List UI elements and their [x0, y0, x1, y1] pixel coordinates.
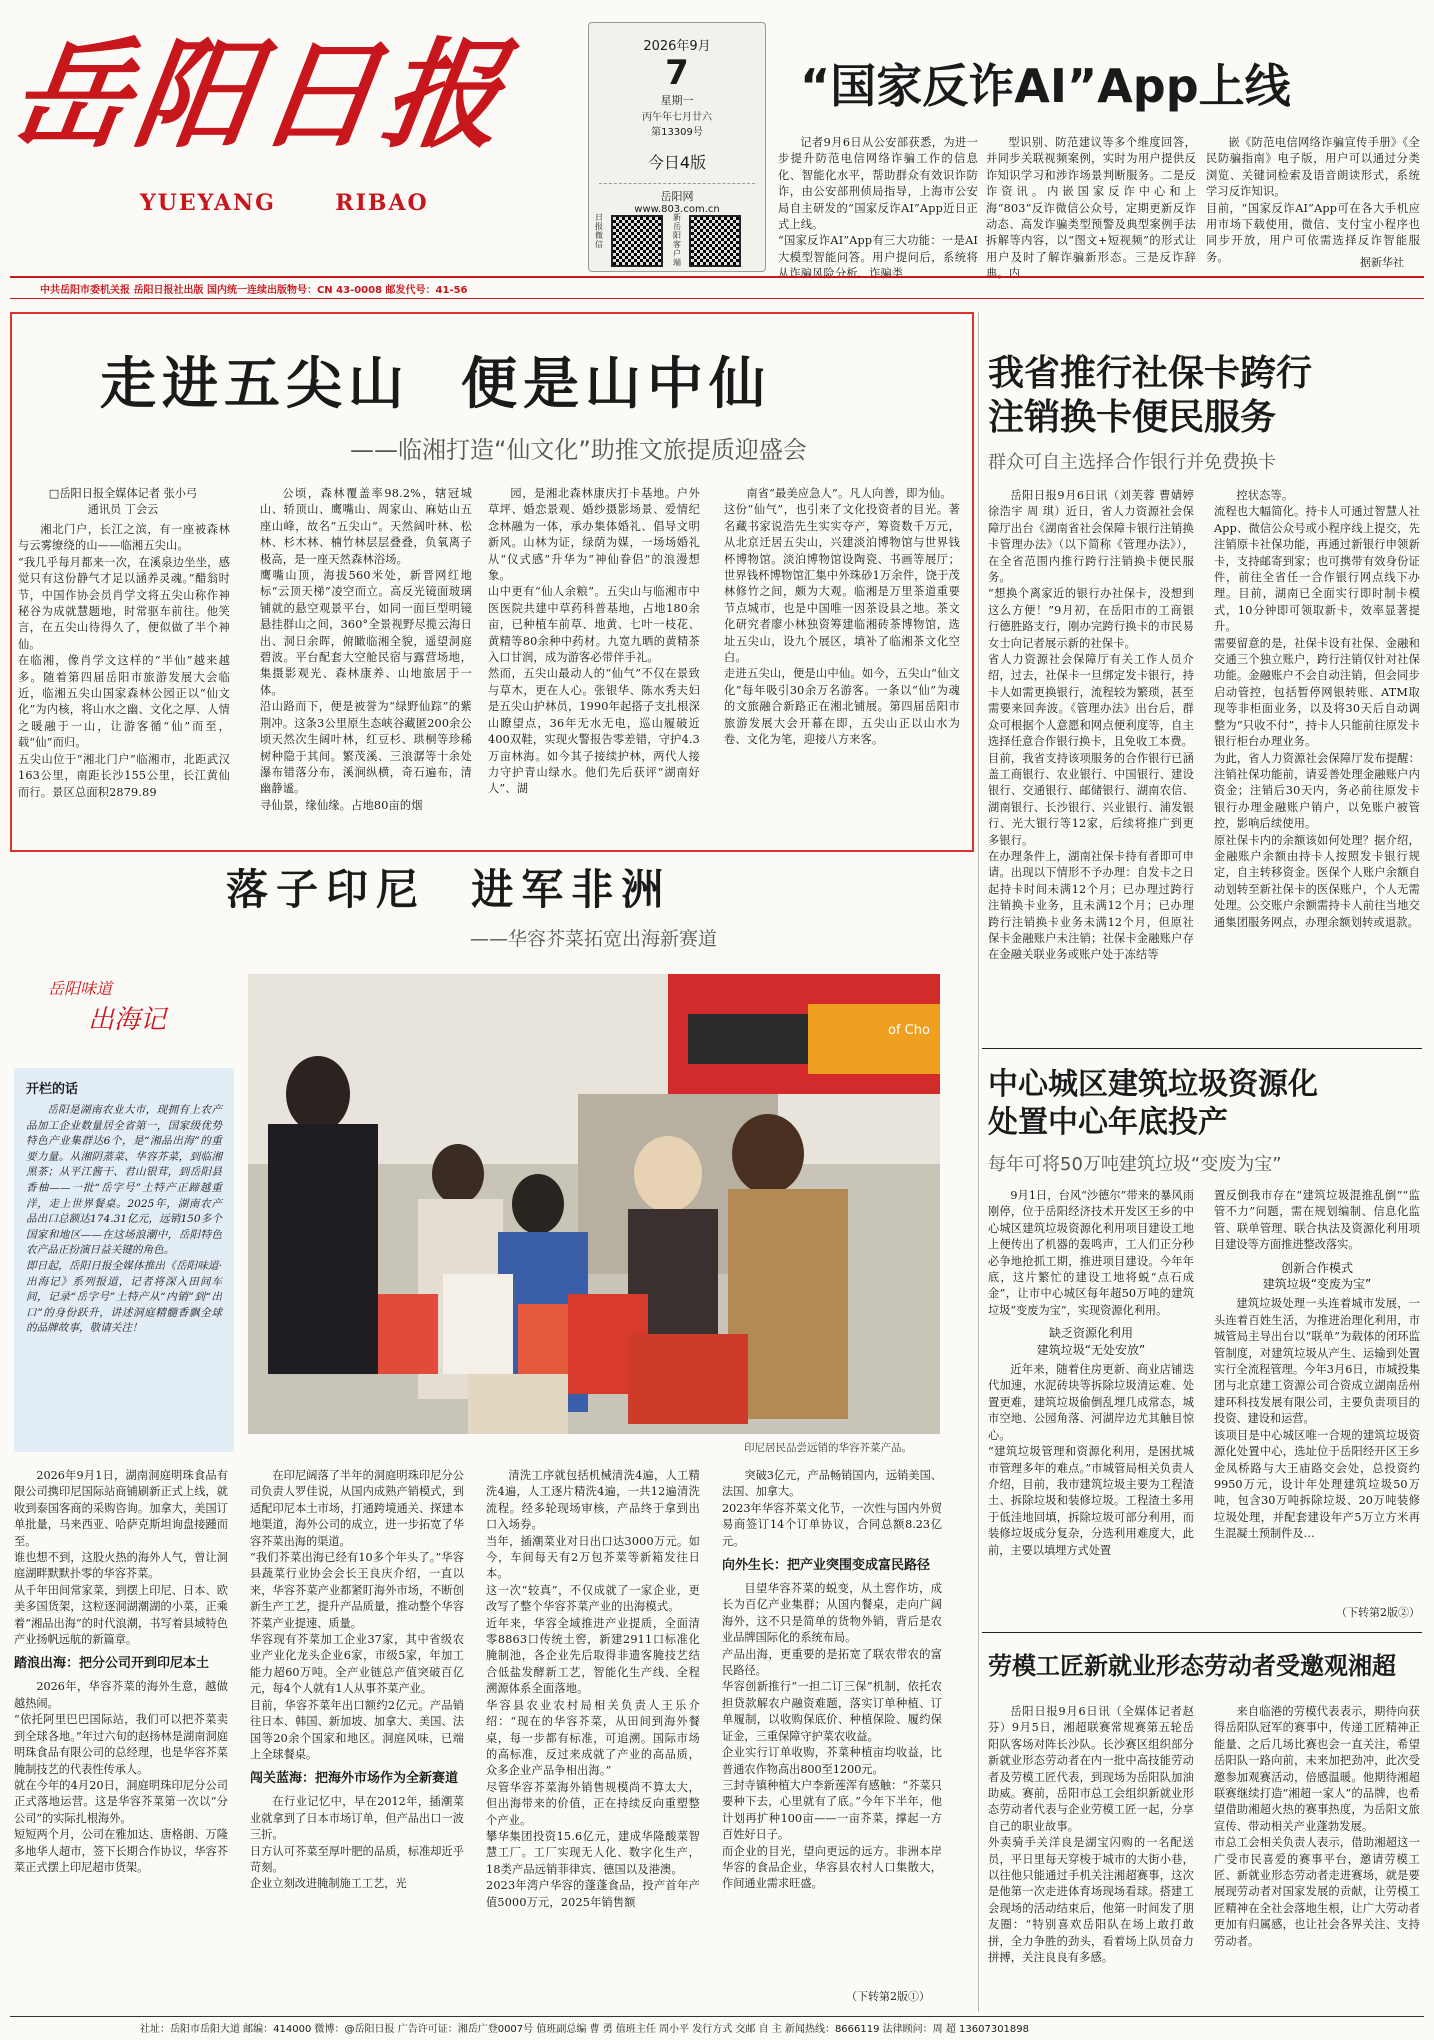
promo-photo — [248, 974, 940, 1434]
publisher-bar — [10, 276, 1424, 299]
promo-col-4b: 目望华容芥菜的蜕变，从土窖作坊，成长为百亿产业集群；从国内餐桌，走向广阔海外，这不只是简单的货物外销，背后是农业品牌国际化的系统布局。 产品出海，更重要的是拓宽了联农带农的富民路径。 华容创新推行“一担二订三保”机制，依托农担贷款解农户融资难题，落实订单种植、订单履制，以收购保底价、种植保险、履约保证金，三重保障守护菜农收益。 企业实行订单收购，芥菜种植亩均收益，比普通农作物高出800至1200元。 三封寺镇种植大户李新莲浑有感触：“芥菜只要种下去，心里就有了底。”今年下半年，他计划再扩种100亩——一亩芥菜，撑起一方百姓好日子。 而企业的目光，望向更远的远方。非洲本岸华容的食品企业，华容县农村人口集散大，作间通业需求旺盛。 — [722, 1582, 942, 1891]
laji-title-line-1: 中心城区建筑垃圾资源化 — [988, 1067, 1318, 1102]
topstory-col-3: 嵌《防范电信网络诈骗宣传手册》《全民防骗指南》电子版，用户可以通过分类浏览、关键词检索及语音朗读形式，系统学习反诈知识。 目前，“国家反诈AI”App可在各大手机应用市场下载使用，微信、支付宝小程序也同步开放，用户可依需选择反诈智能服务。 — [1206, 136, 1420, 264]
lead-col-3: 园，是湘北森林康庆打卡基地。户外草坪、婚恋景观、婚纱摄影场景、爱情纪念林融为一体，承办集体婚礼、倡导文明新风。山林为证，绿荫为媒，一场场婚礼从“仪式感”升华为“神仙眷侣”的浪漫想象。 山中更有“仙人余粮”。五尖山与临湘市中医医院共建中草药科普基地，占地180余亩，已种植车前草、地黄、七叶一枝花、黄精等80余种中药材。九宽九晒的黄精茶入口甘润，成为游客必带伴手礼。 然而，五尖山最动人的“仙气”不仅在景致与草木，更在人心。张银华、陈水秀夫妇是五尖山护林员，1990年起搭子支扎根深山瞭望点，36年无水无电，巡山履破近400双鞋，实现火警报告零差错，守护4.3万亩林海。如今其子接续护林，两代人接力守护青山绿水。他们先后获评“湖南好人”、湖 — [488, 487, 700, 796]
lunar-date: 丙午年七月廿六 — [642, 112, 712, 123]
laji-title-line-2: 处置中心年底投产 — [988, 1105, 1228, 1140]
laji-sub-1: 缺乏资源化利用 建筑垃圾“无处安放” — [1036, 1326, 1146, 1357]
site-name: 岳阳网 — [660, 190, 694, 203]
lead-col-1: 湘北门户，长江之滨，有一座被森林与云雾缭绕的山——临湘五尖山。 “我几乎每月都来一次，在溪泉边坐坐，感觉只有这份静气才足以涵养灵魂。”醋翁时节，中国作协会员肖学文将五尖山称作神秘谷为成就慧题地，时常驱车前往。他笑言，在五尖山待得久了，便似做了半个神仙。 在临湘，像肖学文这样的“半仙”越来越多。随着第四届岳阳市旅游发展大会临近，临湘五尖山国家森林公园正以“仙文化”为内核，将山水之幽、文化之厚、人情之暖融于一山，让游客循“仙”而至，载“仙”而归。 五尖山位于“湘北门户”临湘市，北距武汉163公里，南距长沙155公里，长江黄仙而行。景区总面积2879.89 — [18, 523, 230, 799]
shebao-col-1: 岳阳日报9月6日讯（刘芙蓉 曹婧婷 徐浩宇 周 琪）近日，省人力资源社会保障厅出台《湖南省社会保障卡银行注销换卡管理办法》（以下简称《管理办法》），在全省范围内推行跨行注销换卡便民服务。 “想换个离家近的银行办社保卡，没想到这么方便！”9月初，在岳阳市的工商银行德胜路支行，刚办完跨行换卡的市民易女士向记者展示新的社保卡。 省人力资源社会保障厅有关工作人员介绍，过去，社保卡一旦绑定发卡银行，持卡人如需更换银行，流程较为繁琐，甚至需要来回奔波。《管理办法》出台后，群众可根据个人意愿和网点便利度等，自主选择任意合作银行换卡，且免收工本费。 目前，我省支持该项服务的合作银行已涵盖工商银行、农业银行、中国银行、建设银行、交通银行、邮储银行、湖南农信、湖南银行、长沙银行、兴业银行、浦发银行、光大银行等12家，后续将推广到更多银行。 在办理条件上，湖南社保卡持有者即可申请。出现以下情形不予办理：自发卡之日起持卡时间未满12个月；已办理过跨行注销换卡业务，且未满12个月；已办理跨行注销换卡业务未满12个月，但原社保卡金融账户未注销；社保卡金融账户存在金融关联业务或账户处于冻结等 — [988, 489, 1194, 962]
column-heading: 开栏的话 — [26, 1082, 79, 1097]
laji-col-2b: 建筑垃圾处理一头连着城市发展，一头连着百姓生活，为推进治理化利用，市城管局主导出台以“联单”为载体的闭环监管制度，对建筑垃圾从产生、运输到处置实行全流程管理。今年3月6日，市城投集团与北京建工资源公司合资成立湖南岳州建环科技发展有限公司，主要负责项目的投资、建设和运营。 该项目是中心城区唯一合规的建筑垃圾资源化处置中心，选址位于岳阳经开区王乡金凤桥路与大王庙路交会处，总投资约9950万元，设计年处理建筑垃圾50万吨，包含30万吨拆除垃圾、20万吨装修垃圾处理，并配套建设年产5万立方米再生混凝土预制件及… — [1214, 1297, 1420, 1541]
laomo-title: 劳模工匠新就业形态劳动者受邀观湘超 — [988, 1652, 1396, 1680]
edition-count: 今日4版 — [647, 153, 707, 172]
laomo-col-2: 来自临港的劳模代表表示，期待向获得岳阳队冠军的赛事中，传递工匠精神正能量、之后几场比赛也会一直关注，希望岳阳队一路向前，未来加把劲冲，此次受邀参加观赛活动，倍感温暖。他期待湘超联赛继续打造“湘超一家人”的品牌，也希望借助湘超火热的赛事热度，为岳阳文旅宣传、带动相关产业蓬勃发展。 市总工会相关负责人表示，借助湘超这一广受市民喜爱的赛事平台，邀请劳模工匠、新就业形态劳动者走进赛场，就是要展现劳动者对国家发展的贡献，让劳模工匠精神在全社会落地生根，让广大劳动者更加有归属感，也让社会各界关注、支持劳动者。 — [1214, 1705, 1420, 1948]
promo-col-1: 2026年9月1日，湖南洞庭明珠食品有限公司携印尼国际站商铺刷新正式上线，就收到泰国客商的采购咨询。加拿大，美国订单批量，马来西亚、哈萨克斯坦询盘接踵而至。 谁也想不到，这股火热的海外人气，曾让洞庭湖畔默默扑零的华容芥菜。 从千年田间常家菜，到摆上印尼、日本、欧美多国货架，这粒逐洞湖潮湖的小菜，正乘着“湘品出海”的时代浪潮，书写着县域特色产业扬帆远航的新篇章。 — [14, 1469, 228, 1647]
laji-deck: 每年可将50万吨建筑垃圾“变废为宝” — [988, 1154, 1282, 1175]
logo-pinyin-right: RIBAO — [335, 190, 429, 216]
promo-jump: （下转第2版①） — [846, 1990, 930, 2003]
publisher-line: 中共岳阳市委机关报 岳阳日报社出版 国内统一连续出版物号：CN 43-0008 邮发代号：41-56 — [40, 285, 468, 296]
promo-col-4-wrap — [722, 1468, 942, 2000]
column-intro-box — [14, 1068, 234, 1452]
divider-right-2 — [982, 1632, 1422, 1633]
laomo-col-1: 岳阳日报9月6日讯（全媒体记者赵 芬）9月5日，湘超联赛常规赛第五轮岳阳队客场对阵长沙队。长沙赛区组织部分新就业形态劳动者在内一批中高技能劳动者及劳模工匠代表，到现场为岳阳队加油助威。赛前，岳阳市总工会组织新就业形态劳动者代表与企业劳模工匠一起，分享自己的职业故事。 外卖骑手关洋良是湖宝闪购的一名配送员，平日里每天穿梭于城市的大街小巷，以往他只能通过手机关注湘超赛事，这次是他第一次走进体育场现场看球。搭建工会现场的活动结束后，他第一时间发了朋友圈：“特别喜欢岳阳队在场上敢打敢拼，全力争胜的劲头，看着场上队员奋力拼搏，关注良良有多感。 — [988, 1705, 1194, 1965]
footer-text: 社址：岳阳市岳阳大道 邮编：414000 微博：@岳阳日报 广告许可证：湘岳广登0007号 值班副总编 曹 勇 值班主任 周小平 发行方式 交邮 自 主 新闻热线：8666119 法律顾问：周 超 13607301898 — [140, 2024, 1030, 2035]
promo-title: 落子印尼 进军非洲 — [226, 865, 672, 914]
promo-sub-2: 闯关蓝海：把海外市场作为全新赛道 — [250, 1771, 459, 1787]
column-logo-line-1: 岳阳味道 — [48, 979, 113, 998]
qr-label-app: 新岳阳客户端 — [673, 213, 681, 267]
column-text: 岳阳是湖南农业大市，现拥有上农产品加工企业数量居全省第一，国家级优势特色产业集群达6个，是“湘品出海”的重要力量。从湘阴蒸菜、华容芥菜，到临湘黑茶；从平江酱干、君山银茸，到岳阳县香柚——一批“岳字号”土特产正蹄越重洋，走上世界餐桌。2025年，湖南农产品出口总额达174.31亿元，远销150多个国家和地区——在这场浪潮中，岳阳特色农产品正扮演日益关键的角色。 即日起，岳阳日报全媒体推出《岳阳味道·出海记》系列报道，记者将深入田间车间，记录“岳字号”土特产从“内销”到“出口”的身份跃升，讲述洞庭精髓香飘全球的品牌故事，敬请关注！ — [26, 1104, 222, 1335]
masthead-logo — [2, 20, 572, 216]
laji-col-1-wrap — [988, 1188, 1194, 1620]
logo-pinyin-left: YUEYANG — [140, 190, 276, 216]
shebao-title-line-2: 注销换卡便民服务 — [988, 397, 1277, 438]
topstory-col-2: 型识别、防范建议等多个维度回答，并同步关联视频案例，实时为用户提供反诈知识学习和涉诈场景判断服务。二是反诈资讯。内嵌国家反诈中心和上海“803”反诈微信公众号，定期更新反诈动态、高发诈骗类型预警及典型案例手法拆解等内容，以“图文+短视频”的形式让用户及时了解诈骗新形态。三是反诈辞典。内 — [986, 136, 1196, 281]
lead-col-2: 公顷，森林覆盖率98.2%，辖冠城山、轿顶山、鹰嘴山、周家山、麻姑山五座山峰，故名“五尖山”。天然阔叶林、松林、杉木林、楠竹林层层叠叠，负氧离子极高，是一座天然森林浴场。 鹰嘴山顶，海拔560米处，新晋网红地标“云顶天梯”凌空而立。高反光镜面玻璃铺就的悬空观景平台，如同一面巨型明镜悬挂群山之间，360°全景视野尽揽云海日出、洞日余晖，俯瞰临湘全貌，遥望洞庭碧波。平台配套大空舱民宿与露营场地，集摄影观光、森林康养、山地旅居于一体。 沿山路而下，便是被誉为“绿野仙踪”的紫荆冲。这条3公里原生态峡谷藏匿200余公顷天然次生阔叶林，红豆杉、珙桐等珍稀树种隐于其间。繁茂溪、三浪潺等十余处瀑布错落分布，溪涧纵横，奇石遍布，清幽静谧。 寻仙景，缘仙缘。占地80亩的烟 — [260, 487, 472, 812]
qr-code-app — [689, 215, 741, 267]
date-day: 7 — [665, 53, 689, 93]
lead-title: 走进五尖山 便是山中仙 — [100, 352, 771, 417]
date-box — [588, 22, 766, 272]
promo-col-4: 突破3亿元，产品畅销国内，远销美国、法国、加拿大。 2023年华容芥菜文化节，一次性与国内外贸易商签订14个订单协议，合同总额8.23亿元。 — [722, 1469, 942, 1548]
lead-col-4: 南省“最美应急人”。凡人向善，即为仙。 这份“仙气”，也引来了文化投资者的目光。著名藏书家说浩先生实实夺产，筹资数千万元，从北京迁居五尖山，兴建淡泊博物馆与世界钱杯博物馆。淡泊博物馆设陶瓷、书画等展厅；世界钱杯博物馆汇集中外珠砂1万余件，饶于茂林修竹之间，颇为大观。临湘是万里茶道重要节点城市，也是中国唯一因茶设县之地。茶文化研究者廖小林独资筹建临湘砖茶博物馆，选址五尖山，设九个展区，填补了临湘茶文化空白。 走进五尖山，便是山中仙。如今，五尖山“仙文化”每年吸引30余万名游客。一条以“仙”为魂的文旅融合新路正在湘北铺展。第四届岳阳市旅游发展大会开幕在即，五尖山正以山水为卷、文化为笔，迎接八方来客。 — [724, 487, 960, 747]
laji-sub-2: 创新合作模式 建筑垃圾“变废为宝” — [1262, 1260, 1372, 1292]
laji-col-2: 置反倒我市存在“建筑垃圾混推乱倒”“监管不力”问题，需在规划编制、信息化监管、联单管理、联合执法及资源化利用项目建设等方面推进整改落实。 — [1214, 1189, 1420, 1252]
column-logo-line-2: 出海记 — [88, 1005, 167, 1035]
weekday: 星期一 — [660, 94, 694, 107]
site-url: www.803.com.cn — [634, 204, 720, 215]
promo-sub-3: 向外生长：把产业突围变成富民路径 — [722, 1558, 931, 1574]
photo-caption: 印尼居民品尝远销的华容芥菜产品。 — [744, 1442, 912, 1454]
promo-deck: ——华容芥菜拓宽出海新赛道 — [470, 928, 718, 950]
divider-vertical — [978, 312, 979, 2012]
photo-sign: of Cho — [888, 1023, 930, 1038]
logo-chars: 岳阳日报 — [2, 25, 518, 164]
qr-label-wechat: 日报微信 — [595, 213, 603, 249]
promo-col-1b: 2026年，华容芥菜的海外生意，越做越热闹。 “依托阿里巴巴国际站，我们可以把芥菜卖到全球各地。”年过六旬的赵扬林是湖南洞庭明珠食品有限公司的总经理，也是华容芥菜腌制技艺的代表性传承人。 就在今年的4月20日，洞庭明珠印尼分公司正式落地运营。这是华容芥菜第一次以“分公司”的实际扎根海外。 短短两个月，公司在雅加达、唐格朗、万隆多地华人超市，签下长期合作协议，华容芥菜正式摆上印尼超市货架。 — [14, 1680, 228, 1874]
divider-right-1 — [982, 1048, 1422, 1049]
laji-col-1: 9月1日，台风“沙德尔”带来的暴风雨刚停，位于岳阳经济技术开发区王乡的中心城区建筑垃圾资源化利用项目建设工地上便传出了机器的轰鸣声，工人们正分秒必争地抢抓工期，推进项目建设。今年年底，这片繁忙的建设工地将蜕“点石成金”，让市中心城区每年超50万吨的建筑垃圾“变废为宝”，实现资源化利用。 — [988, 1189, 1194, 1317]
date-year-month: 2026年9月 — [643, 39, 711, 54]
promo-col-3: 清洗工序就包括机械清洗4遍，人工精洗4遍，人工逐片精洗4遍，一共12遍清洗流程。经多轮现场审核，产品终于拿到出口入场券。 当年，插潮菜业对日出口达3000万元。如今，车间每天有2万包芥菜等新箱发往日本。 这一次“较真”，不仅成就了一家企业，更改写了整个华容芥菜产业的出海模式。 近年来，华容全域推进产业提质，全面清零8863口传统土窖，新建2911口标准化腌制池，各企业先后取得非遗客腌技艺结合低盐发酵新工艺，智能化生产线、全程溯源体系全面落地。 华容县农业农村局相关负责人王乐介绍：“现在的华容芥菜，从田间到海外餐桌，每一步都有标准，可追溯。国际市场的高标准，反过来成就了产业的高品质，众多企业产品争相出海。” 尽管华容芥菜海外销售规模尚不算太大，但出海带来的价值，正在持续反向重塑整个产业。 攀华集团投资15.6亿元，建成华隆酸菜智慧工厂。工厂实现无人化、数字化生产，18类产品远销菲律宾、德国以及港澳。 2023年湾户华容的蓬蓬食品，投产首年产值5000万元，2025年销售额 — [486, 1469, 700, 1909]
footer-bar — [10, 2016, 1424, 2037]
laji-col-1b: 近年来，随着住房更新、商业店铺迭代加速，水泥砖块等拆除垃圾清运难、处置更难，建筑垃圾偷倒乱埋几成常态，城市空地、公园角落、河湖岸边尤其触目惊心。 “建筑垃圾管理和资源化利用，是困扰城市管理多年的难点。”市城管局相关负责人介绍，目前，我市建筑垃圾主要为工程渣土、拆除垃圾和装修垃圾。工程渣土多用于低洼地回填，拆除垃圾可部分利用，而装修垃圾成分复杂，分选利用难度大，此前，主要以填埋方式处置 — [988, 1363, 1194, 1557]
promo-col-2-wrap — [250, 1468, 464, 2000]
column-logo — [48, 976, 228, 1036]
laji-jump: （下转第2版②） — [1336, 1606, 1420, 1619]
qr-code-wechat — [611, 215, 663, 267]
shebao-title-line-1: 我省推行社保卡跨行 — [988, 353, 1313, 394]
topstory-col-1: 记者9月6日从公安部获悉，为进一步提升防范电信网络诈骗工作的信息化、智能化水平，帮助群众有效识诈防诈，由公安部刑侦局指导，上海市公安局自主研发的“国家反诈AI”App近日正式上线。 “国家反诈AI”App有三大功能：一是AI大模型智能问答。用户提问后，系统将从诈骗风险分析、诈骗类 — [778, 136, 978, 281]
promo-sub-1: 踏浪出海：把分公司开到印尼本土 — [14, 1656, 210, 1672]
shebao-deck: 群众可自主选择合作银行并免费换卡 — [988, 452, 1276, 473]
issue-number: 第13309号 — [651, 127, 703, 138]
promo-col-2b: 在行业记忆中，早在2012年，插潮菜业就拿到了日本市场订单，但产品出口一波三折。 日方认可芥菜至厚叶肥的品质，标准却近乎苛刻。 企业立刻改进腌制施工工艺，光 — [250, 1795, 464, 1891]
topstory-source: 据新华社 — [1360, 256, 1404, 269]
topstory-title: “国家反诈AI”App上线 — [800, 59, 1291, 113]
promo-col-1-wrap — [14, 1468, 228, 2000]
lead-deck: ——临湘打造“仙文化”助推文旅提质迎盛会 — [350, 436, 807, 464]
lead-byline: □岳阳日报全媒体记者 张小弓 通讯员 丁会云 — [48, 487, 198, 517]
shebao-col-2: 控状态等。 流程也大幅简化。持卡人可通过智慧人社App、微信公众号或小程序线上提交，先注销原卡社保功能，再通过新银行申领新卡，支持邮寄到家；也可携带有效身份证件，前往全省任一合作银行网点线下办理。目前，湖南已全面实行即时制卡模式，10分钟即可领取新卡，效率显著提升。 需要留意的是，社保卡设有社保、金融和交通三个独立账户，跨行注销仅针对社保功能。金融账户不会自动注销，但会同步启动管控，包括暂停网银转账、ATM取现等非柜面业务，以及将30天后自动调整为“只收不付”，持卡人只能前往原发卡银行柜台办理业务。 为此，省人力资源社会保障厅发布提醒：注销社保功能前，请妥善处理金融账户内资金；注销后30天内，务必前往原发卡银行办理金融账户销户，以免账户被管控，影响后续使用。 原社保卡内的余额该如何处理？据介绍，金融账户余额由持卡人按照发卡银行规定，自主转移资金。医保个人账户余额自动划转至新社保卡的医保账户，个人无需处理。公交账户余额需持卡人前往当地交通集团服务网点，办理余额划转或退款。 — [1214, 489, 1420, 929]
laji-col-2-wrap — [1214, 1188, 1420, 1620]
promo-col-2: 在印尼阔落了半年的洞庭明珠印尼分公司负责人罗佳说，从国内成熟产销模式，到适配印尼本土市场，打通跨境通关、探建本地渠道，海外公司的成立，进一步拓宽了华容芥菜出海的渠道。 “我们芥菜出海已经有10多个年头了。”华容县蔬菜行业协会会长王良庆介绍，一直以来，华容芥菜产业都紧盯海外市场，不断创新生产工艺，提升产品质量，推动整个华容芥菜产业提速、质量。 华容现有芥菜加工企业37家，其中省级农业产业化龙头企业6家，市级5家，年加工能力超60万吨。全产业链总产值突破百亿元，每4个人就有1人从事芥菜产业。 目前，华容芥菜年出口额约2亿元。产品销往日本、韩国、新加坡、加拿大、美国、法国等20余个国家和地区。洞庭风味，已端上全球餐桌。 — [250, 1469, 464, 1761]
